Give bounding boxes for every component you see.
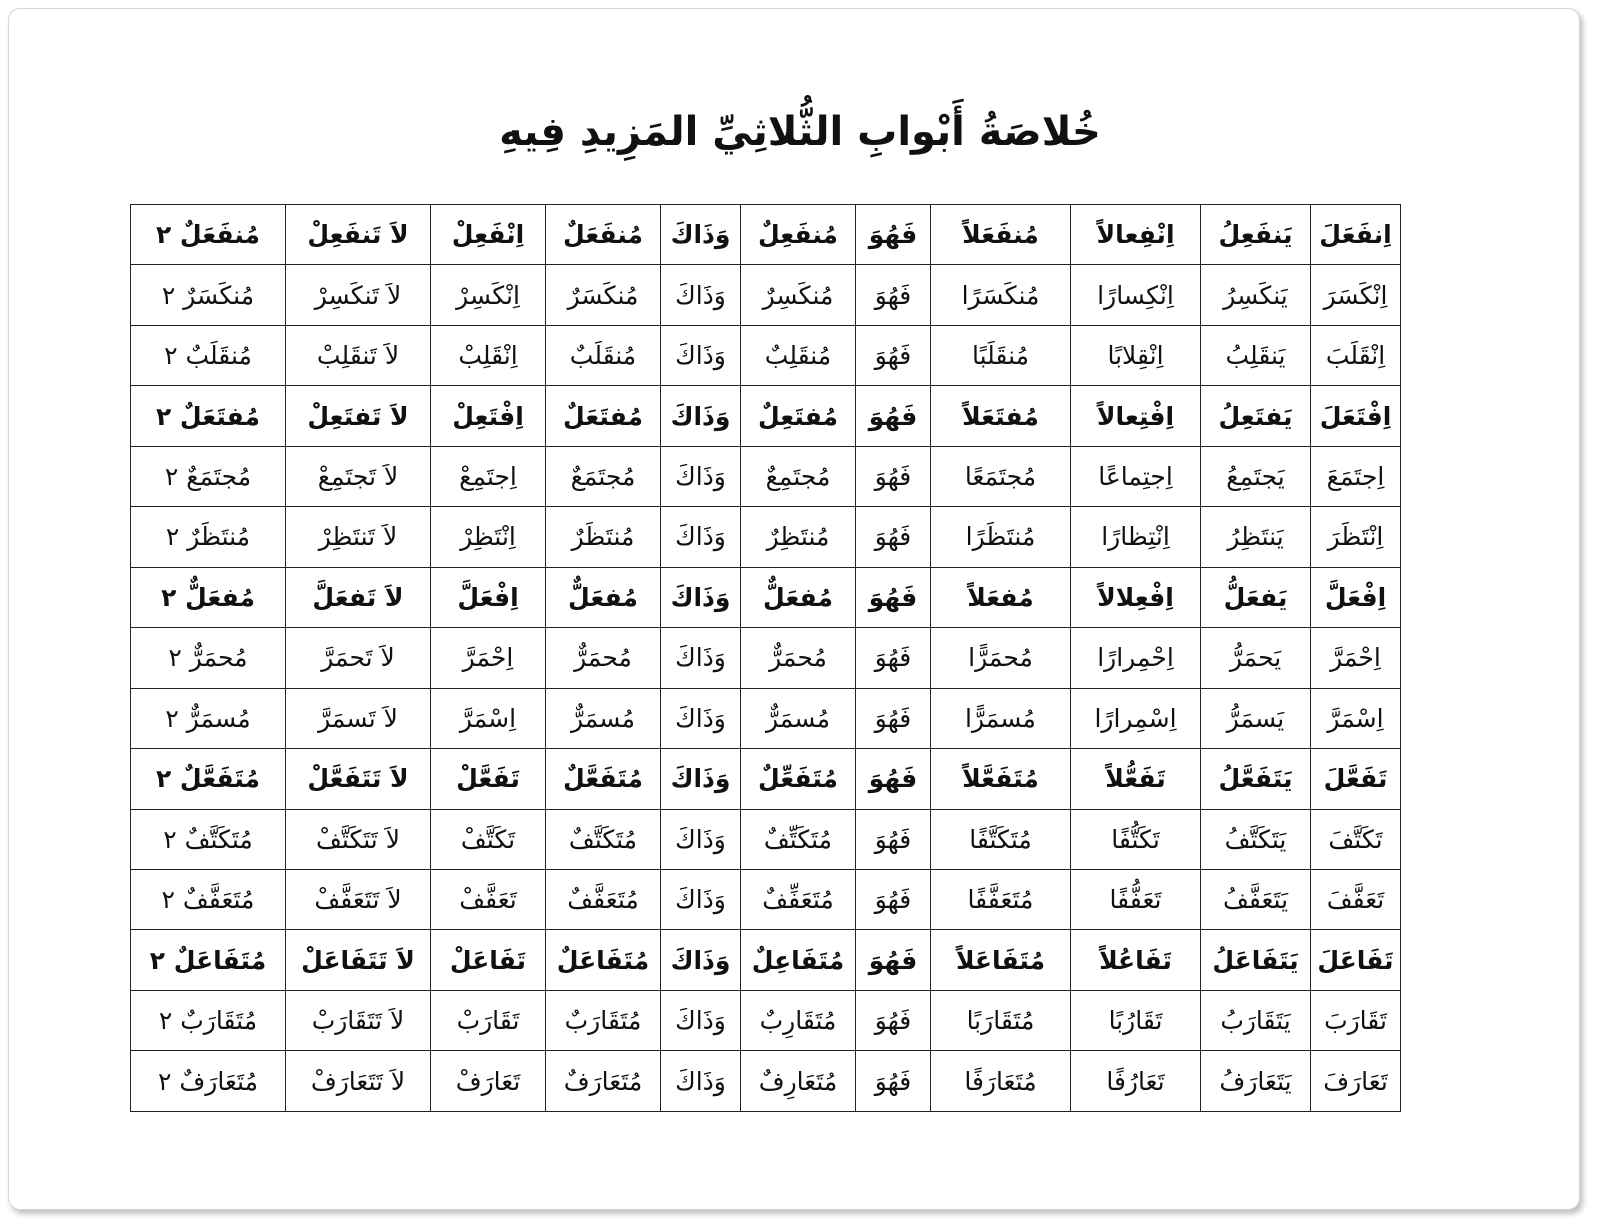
table-cell: يَتَكَتَّفُ xyxy=(1201,809,1311,869)
table-cell: مُنتَظِرٌ xyxy=(741,507,856,567)
table-cell: وَذَاكَ xyxy=(661,1051,741,1112)
table-cell: مُنكَسَرٌ ٢ xyxy=(131,265,286,325)
table-row xyxy=(131,567,1401,627)
table-row xyxy=(131,265,1401,325)
table-cell: اِنفَعَلَ xyxy=(1311,205,1401,265)
table-cell: اِنْتَظَرَ xyxy=(1311,507,1401,567)
table-cell: تَقَارَبْ xyxy=(431,990,546,1050)
table-cell: مُتَكَتَّفٌ ٢ xyxy=(131,809,286,869)
table-cell: فَهُوَ xyxy=(856,265,931,325)
table-cell: مُنقَلَبٌ xyxy=(546,325,661,385)
table-cell: مُتَعَفِّفٌ xyxy=(741,869,856,929)
table-cell: مُتَعَفَّفٌ ٢ xyxy=(131,869,286,929)
table-cell: مُجتَمَعٌ ٢ xyxy=(131,446,286,506)
table-cell: مُتَفَعَّلٌ ٢ xyxy=(131,749,286,809)
table-cell: مُنتَظَرٌ ٢ xyxy=(131,507,286,567)
table-cell: مُتَفَعَّلٌ xyxy=(546,749,661,809)
table-cell: يَتَعَفَّفُ xyxy=(1201,869,1311,929)
table-cell: اِحْمَرَّ xyxy=(1311,628,1401,688)
table-cell: يَنتَظِرُ xyxy=(1201,507,1311,567)
table-row xyxy=(131,809,1401,869)
table-cell: مُفعَلٌّ ٢ xyxy=(131,567,286,627)
table-cell: مُتَقَارَبٌ ٢ xyxy=(131,990,286,1050)
table-cell: مُفعَلٌّ xyxy=(741,567,856,627)
table-cell: مُنكَسَرٌ xyxy=(546,265,661,325)
table-cell: مُحمَرٌّ xyxy=(741,628,856,688)
table-cell: مُتَقَارِبٌ xyxy=(741,990,856,1050)
table-cell: لاَ تَنقَلِبْ xyxy=(286,325,431,385)
table-cell: مُفتَعِلٌ xyxy=(741,386,856,446)
table-cell: مُتَفَعَّلاً xyxy=(931,749,1071,809)
table-cell: اِفْعِلالاً xyxy=(1071,567,1201,627)
table-cell: مُحمَرًّا xyxy=(931,628,1071,688)
table-cell: مُتَعَارَفًا xyxy=(931,1051,1071,1112)
table-cell: لاَ تَنكَسِرْ xyxy=(286,265,431,325)
table-row xyxy=(131,205,1401,265)
table-cell: اِسْمِرارًا xyxy=(1071,688,1201,748)
table-cell: مُنتَظَرٌ xyxy=(546,507,661,567)
table-cell: وَذَاكَ xyxy=(661,205,741,265)
table-cell: اِنْفِعالاً xyxy=(1071,205,1201,265)
table-cell: تَعَارَفْ xyxy=(431,1051,546,1112)
table-cell: فَهُوَ xyxy=(856,567,931,627)
table-cell: لاَ تَتَعَفَّفْ xyxy=(286,869,431,929)
table-cell: فَهُوَ xyxy=(856,205,931,265)
table-cell: مُفعَلاً xyxy=(931,567,1071,627)
table-cell: وَذَاكَ xyxy=(661,688,741,748)
table-row xyxy=(131,930,1401,990)
table-row xyxy=(131,446,1401,506)
table-cell: تَقَارَبَ xyxy=(1311,990,1401,1050)
table-cell: تَكَتَّفْ xyxy=(431,809,546,869)
table-cell: وَذَاكَ xyxy=(661,567,741,627)
table-cell: وَذَاكَ xyxy=(661,930,741,990)
table-cell: لاَ تَفعَلَّ xyxy=(286,567,431,627)
table-cell: لاَ تَنفَعِلْ xyxy=(286,205,431,265)
table-cell: مُنفَعَلٌ ٢ xyxy=(131,205,286,265)
table-cell: فَهُوَ xyxy=(856,809,931,869)
table-cell: مُسمَرٌّ ٢ xyxy=(131,688,286,748)
table-cell: لاَ تَتَفَعَّلْ xyxy=(286,749,431,809)
table-cell: مُنتَظَرًا xyxy=(931,507,1071,567)
table-cell: اِنْكَسِرْ xyxy=(431,265,546,325)
table-cell: مُنفَعَلٌ xyxy=(546,205,661,265)
table-cell: اِنْقَلِبْ xyxy=(431,325,546,385)
table-cell: تَفَاعُلاً xyxy=(1071,930,1201,990)
table-cell: لاَ تَتَعَارَفْ xyxy=(286,1051,431,1112)
table-cell: فَهُوَ xyxy=(856,507,931,567)
table-cell: تَفَعَّلْ xyxy=(431,749,546,809)
table-cell: لاَ تَسمَرَّ xyxy=(286,688,431,748)
table-cell: مُسمَرٌّ xyxy=(546,688,661,748)
table-cell: مُتَقَارَبٌ xyxy=(546,990,661,1050)
table-cell: اِفْتَعَلَ xyxy=(1311,386,1401,446)
table-cell: اِنْقَلَبَ xyxy=(1311,325,1401,385)
table-cell: مُتَعَارِفٌ xyxy=(741,1051,856,1112)
table-cell: تَفَعَّلَ xyxy=(1311,749,1401,809)
table-cell: اِنْفَعِلْ xyxy=(431,205,546,265)
table-cell: مُنقَلَبًا xyxy=(931,325,1071,385)
table-cell: فَهُوَ xyxy=(856,1051,931,1112)
table-cell: لاَ تَجتَمِعْ xyxy=(286,446,431,506)
table-cell: يَتَفَاعَلُ xyxy=(1201,930,1311,990)
table-cell: مُنفَعِلٌ xyxy=(741,205,856,265)
table-cell: اِنْكَسَرَ xyxy=(1311,265,1401,325)
table-cell: تَفَاعَلَ xyxy=(1311,930,1401,990)
table-cell: وَذَاكَ xyxy=(661,809,741,869)
table-cell: يَسمَرُّ xyxy=(1201,688,1311,748)
table-cell: مُفتَعَلٌ xyxy=(546,386,661,446)
table-cell: مُنكَسِرٌ xyxy=(741,265,856,325)
table-cell: وَذَاكَ xyxy=(661,749,741,809)
table-cell: وَذَاكَ xyxy=(661,325,741,385)
table-cell: تَكَتُّفًا xyxy=(1071,809,1201,869)
table-cell: وَذَاكَ xyxy=(661,265,741,325)
table-cell: اِفْعَلَّ xyxy=(1311,567,1401,627)
table-cell: مُتَكَتِّفٌ xyxy=(741,809,856,869)
table-cell: وَذَاكَ xyxy=(661,446,741,506)
table-cell: مُتَفَاعَلٌ xyxy=(546,930,661,990)
table-cell: فَهُوَ xyxy=(856,446,931,506)
table-cell: يَنكَسِرُ xyxy=(1201,265,1311,325)
table-cell: لاَ تَتَكَتَّفْ xyxy=(286,809,431,869)
table-cell: وَذَاكَ xyxy=(661,628,741,688)
table-cell: اِفْتِعالاً xyxy=(1071,386,1201,446)
table-row xyxy=(131,688,1401,748)
table-cell: لاَ تَتَقَارَبْ xyxy=(286,990,431,1050)
table-cell: مُتَقَارَبًا xyxy=(931,990,1071,1050)
table-cell: مُتَكَتَّفٌ xyxy=(546,809,661,869)
table-cell: مُفتَعَلاً xyxy=(931,386,1071,446)
table-cell: اِسْمَرَّ xyxy=(1311,688,1401,748)
table-cell: مُنكَسَرًا xyxy=(931,265,1071,325)
table-cell: مُتَكَتَّفًا xyxy=(931,809,1071,869)
table-cell: اِسْمَرَّ xyxy=(431,688,546,748)
table-cell: يَتَقَارَبُ xyxy=(1201,990,1311,1050)
conjugation-table xyxy=(130,204,1401,1112)
table-cell: لاَ تَحمَرَّ xyxy=(286,628,431,688)
table-row xyxy=(131,869,1401,929)
table-cell: مُجتَمِعٌ xyxy=(741,446,856,506)
page-title: خُلاصَةُ أَبْوابِ الثُّلاثِيِّ المَزِيدِ فِيهِ xyxy=(499,109,1101,155)
table-cell: اِفْتَعِلْ xyxy=(431,386,546,446)
table-cell: تَعَفَّفَ xyxy=(1311,869,1401,929)
table-cell: مُجتَمَعًا xyxy=(931,446,1071,506)
table-cell: اِحْمَرَّ xyxy=(431,628,546,688)
table-cell: اِفْعَلَّ xyxy=(431,567,546,627)
table-cell: مُسمَرًّا xyxy=(931,688,1071,748)
table-cell: مُحمَرٌّ ٢ xyxy=(131,628,286,688)
table-cell: مُنقَلَبٌ ٢ xyxy=(131,325,286,385)
table-cell: تَعَفُّفًا xyxy=(1071,869,1201,929)
table-row xyxy=(131,990,1401,1050)
table-cell: مُتَفَاعِلٌ xyxy=(741,930,856,990)
table-cell: فَهُوَ xyxy=(856,749,931,809)
table-cell: اِنْقِلابًا xyxy=(1071,325,1201,385)
table-row xyxy=(131,507,1401,567)
table-cell: اِجتَمَعَ xyxy=(1311,446,1401,506)
table-cell: لاَ تَفتَعِلْ xyxy=(286,386,431,446)
table-cell: مُتَفَعِّلٌ xyxy=(741,749,856,809)
table-cell: فَهُوَ xyxy=(856,628,931,688)
table-cell: تَعَارُفًا xyxy=(1071,1051,1201,1112)
table-cell: مُفتَعَلٌ ٢ xyxy=(131,386,286,446)
table-cell: مُسمَرٌّ xyxy=(741,688,856,748)
table-cell: وَذَاكَ xyxy=(661,990,741,1050)
table-cell: وَذَاكَ xyxy=(661,869,741,929)
table-cell: تَكَتَّفَ xyxy=(1311,809,1401,869)
table-cell: اِنْكِسارًا xyxy=(1071,265,1201,325)
table-row xyxy=(131,749,1401,809)
table-cell: اِنْتِظارًا xyxy=(1071,507,1201,567)
table-row xyxy=(131,386,1401,446)
table-row xyxy=(131,1051,1401,1112)
table-cell: اِحْمِرارًا xyxy=(1071,628,1201,688)
table-cell: يَفعَلُّ xyxy=(1201,567,1311,627)
table-cell: مُتَفَاعَلاً xyxy=(931,930,1071,990)
table-cell: فَهُوَ xyxy=(856,325,931,385)
table-cell: مُتَفَاعَلٌ ٢ xyxy=(131,930,286,990)
table-row xyxy=(131,628,1401,688)
table-cell: فَهُوَ xyxy=(856,386,931,446)
table-cell: اِجتَمِعْ xyxy=(431,446,546,506)
table-cell: تَقَارُبًا xyxy=(1071,990,1201,1050)
table-cell: يَحمَرُّ xyxy=(1201,628,1311,688)
table-cell: مُتَعَفَّفٌ xyxy=(546,869,661,929)
table-cell: لاَ تَتَفَاعَلْ xyxy=(286,930,431,990)
table-cell: مُحمَرٌّ xyxy=(546,628,661,688)
table-cell: وَذَاكَ xyxy=(661,507,741,567)
table-cell: مُتَعَارَفٌ ٢ xyxy=(131,1051,286,1112)
table-row xyxy=(131,325,1401,385)
table-cell: يَنقَلِبُ xyxy=(1201,325,1311,385)
table-cell: فَهُوَ xyxy=(856,990,931,1050)
table-cell: وَذَاكَ xyxy=(661,386,741,446)
table-cell: اِنْتَظِرْ xyxy=(431,507,546,567)
table-cell: اِجتِماعًا xyxy=(1071,446,1201,506)
table-cell: مُفعَلٌّ xyxy=(546,567,661,627)
table-cell: تَعَارَفَ xyxy=(1311,1051,1401,1112)
table-cell: مُجتَمَعٌ xyxy=(546,446,661,506)
table-cell: يَتَعَارَفُ xyxy=(1201,1051,1311,1112)
table-cell: يَتَفَعَّلُ xyxy=(1201,749,1311,809)
table-cell: يَفتَعِلُ xyxy=(1201,386,1311,446)
table-cell: مُنفَعَلاً xyxy=(931,205,1071,265)
table-cell: مُتَعَارَفٌ xyxy=(546,1051,661,1112)
table-cell: تَفَاعَلْ xyxy=(431,930,546,990)
table-cell: تَفَعُّلاً xyxy=(1071,749,1201,809)
table-cell: يَجتَمِعُ xyxy=(1201,446,1311,506)
table-cell: فَهُوَ xyxy=(856,688,931,748)
table-cell: مُنقَلِبٌ xyxy=(741,325,856,385)
table-cell: يَنفَعِلُ xyxy=(1201,205,1311,265)
table-cell: تَعَفَّفْ xyxy=(431,869,546,929)
table-cell: مُتَعَفَّفًا xyxy=(931,869,1071,929)
table-cell: لاَ تَنتَظِرْ xyxy=(286,507,431,567)
table-cell: فَهُوَ xyxy=(856,930,931,990)
table-cell: فَهُوَ xyxy=(856,869,931,929)
